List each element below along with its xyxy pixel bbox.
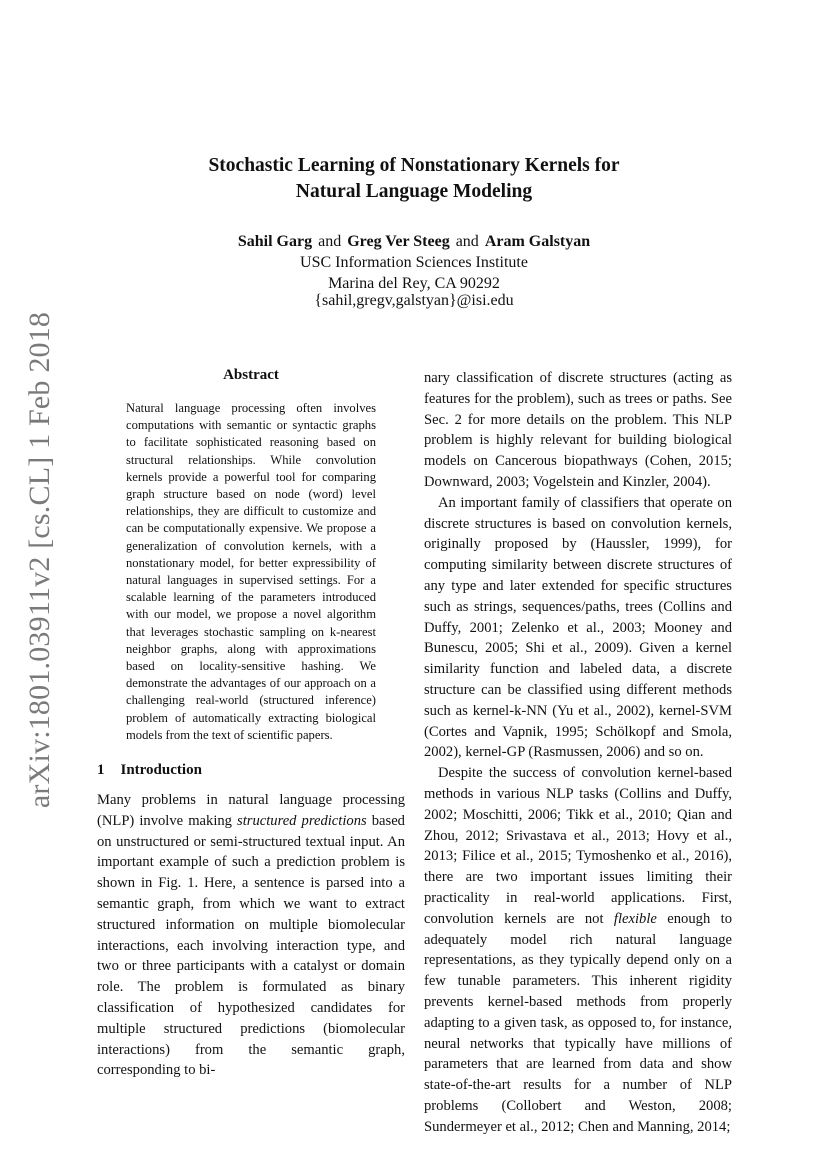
abstract-heading: Abstract	[223, 367, 279, 383]
author-separator: and	[455, 233, 479, 250]
emphasis: flexible	[613, 910, 657, 927]
intro-right-column	[424, 368, 732, 1137]
author-name: Aram Galstyan	[484, 233, 591, 250]
paragraph	[97, 790, 405, 1081]
intro-left-column	[97, 790, 405, 1081]
paper-title-line-2: Natural Language Modeling	[295, 181, 533, 202]
author-name: Greg Ver Steeg	[347, 233, 450, 250]
abstract-text: Natural language processing often involves computations with semantic or syntactic graphs to facilitate sophisticated reasoning based on structural relationships. While convolution kernels provide a powerful tool for comparing graph structure based on node (word) level relationships, they are difficult to customize and can be computationally expensive. We propose a generalization of convolution kernels, with a nonstationary model, for better expressibility of natural languages in supervised settings. For a scalable learning of the parameters introduced with our model, we propose a novel algorithm that leverages stochastic sampling on k-nearest neighbor graphs, along with approximations based on locality-sensitive hashing. We demonstrate the advantages of our approach on a challenging real-world (structured inference) problem of automatically extracting biological models from the text of scientific papers.	[126, 401, 376, 742]
paragraph	[424, 763, 732, 1137]
section-heading	[97, 762, 202, 779]
author-list	[0, 231, 828, 252]
paragraph: An important family of classifiers that operate on discrete structures is based on convolution kernels, originally proposed by (Haussler, 1999), for computing similarity between discrete structures of any type and later extended for specific structures such as strings, sequences/paths, trees (Collins and Duffy, 2001; Zelenko et al., 2003; Mooney and Bunescu, 2005; Shi et al., 2009). Given a kernel similarity function and labeled data, a discrete structure can be classified using different methods such as kernel-k-NN (Yu et al., 2002), kernel-SVM (Cortes and Vapnik, 1995; Schölkopf and Smola, 2002), kernel-GP (Rasmussen, 2006) and so on.	[424, 494, 732, 761]
arxiv-identifier: arXiv:1801.03911v2 [cs.CL] 1 Feb 2018	[23, 311, 56, 809]
text-run: Despite the success of convolution kernel-based methods in various NLP tasks (Collins and Duffy, 2002; Moschitti, 2006; Tikk et al., 2010; Qian and Zhou, 2012; Srivastava et al., 2013; Hovy et al., 2013; Filice et al., 2015; Tymoshenko et al., 2016), there are two important issues limiting their practicality in real-world applications. First, convolution kernels are not	[424, 765, 732, 927]
address: Marina del Rey, CA 90292	[328, 275, 500, 292]
author-separator: and	[318, 233, 342, 250]
section-title: Introduction	[120, 762, 202, 778]
affiliation: USC Information Sciences Institute	[300, 254, 528, 271]
text-run: enough to adequately model rich natural language representations, as they typically depend only on a few tunable parameters. This inherent rigidity prevents kernel-based methods from properly adapting to a given task, as opposed to, for instance, neural networks that typically have millions of parameters that are learned from data and show state-of-the-art results for a number of NLP problems (Collobert and Weston, 2008; Sundermeyer et al., 2012; Chen and Manning, 2014;	[424, 910, 732, 1135]
text-run: Many problems in natural language processing (NLP) involve making	[97, 792, 405, 829]
emphasis: structured predictions	[237, 812, 367, 829]
paragraph: nary classification of discrete structures (acting as features for the problem), such as trees or paths. See Sec. 2 for more details on the problem. This NLP problem is highly relevant for building biological models on Cancerous biopathways (Cohen, 2015; Downward, 2003; Vogelstein and Kinzler, 2004).	[424, 370, 732, 490]
email: {sahil,gregv,galstyan}@isi.edu	[314, 292, 514, 309]
paper-title-line-1: Stochastic Learning of Nonstationary Kernels for	[208, 155, 620, 176]
section-number: 1	[97, 762, 105, 778]
author-name: Sahil Garg	[237, 233, 313, 250]
text-run: based on unstructured or semi-structured textual input. An important example of such a prediction problem is shown in Fig. 1. Here, a sentence is parsed into a semantic graph, from which we want to extract structured information on multiple biomolecular interactions, each involving interaction type, and two or three participants with a catalyst or domain role. The problem is formulated as binary classification of hypothesized candidates for multiple structured predictions (biomolecular interactions) from the semantic graph, corresponding to bi-	[97, 812, 405, 1079]
